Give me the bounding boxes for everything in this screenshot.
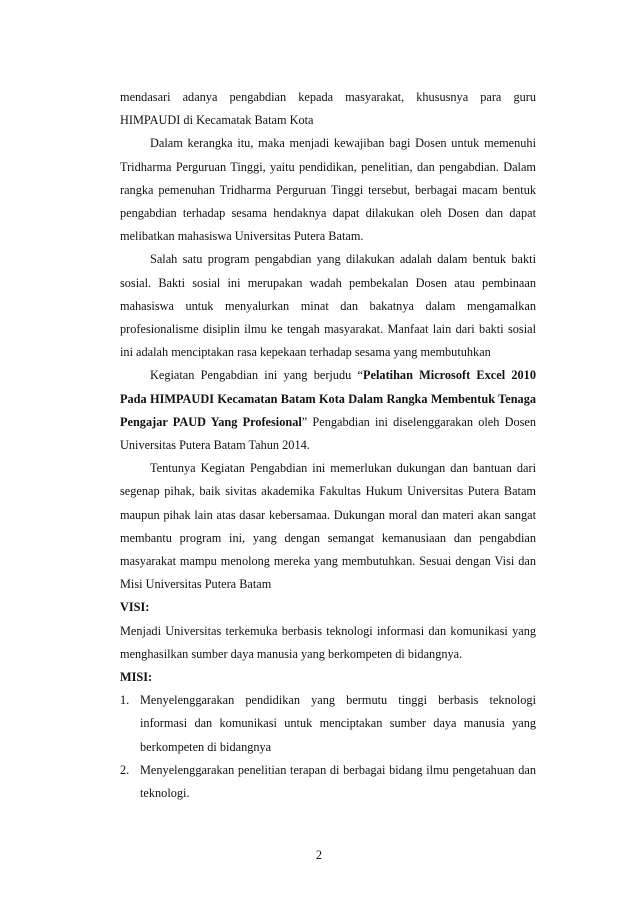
list-item-text: Menyelenggarakan penelitian terapan di berbagai bidang ilmu pengetahuan dan teknologi. [140, 762, 536, 801]
paragraph-bakti-sosial: Salah satu program pengabdian yang dilakukan adalah dalam bentuk bakti sosial. Bakti sosial ini merupakan wadah pembekalan Dosen atau pembinaan mahasiswa untuk menyalurkan minat dan bakatnya dalam mengamalkan profesionalisme disiplin ilmu ke tengah masyarakat. Manfaat lain dari bakti sosial ini adalah menciptakan rasa kepekaan terhadap sesama yang membutuhkan [120, 252, 536, 360]
paragraph-intro-continuation: mendasari adanya pengabdian kepada masyarakat, khususnya para guru HIMPAUDI di Kecamatak Batam Kota [120, 90, 536, 128]
paragraph-support: Tentunya Kegiatan Pengabdian ini memerlukan dukungan dan bantuan dari segenap pihak, baik sivitas akademika Fakultas Hukum Universitas Putera Batam maupun pihak lain atas dasar kebersamaa. Dukungan moral dan materi akan sangat membantu program ini, yang dengan semangat kemanusiaan dan pengabdian masyarakat mampu menolong mereka yang membutuhkan. Sesuai dengan Visi dan Misi Universitas Putera Batam [120, 461, 536, 592]
list-item [120, 689, 536, 759]
list-item-text: Menyelenggarakan pendidikan yang bermutu tinggi berbasis teknologi informasi dan komunikasi untuk menciptakan sumber daya manusia yang berkompeten di bidangnya [140, 693, 536, 754]
misi-list [120, 689, 536, 805]
document-body [120, 86, 536, 805]
visi-heading: VISI: [120, 600, 150, 615]
activity-text-before: Kegiatan Pengabdian ini yang berjudu “ [150, 368, 364, 383]
list-item [120, 759, 536, 805]
list-item-number: 2. [120, 762, 130, 777]
paragraph-tridharma: Dalam kerangka itu, maka menjadi kewajiban bagi Dosen untuk memenuhi Tridharma Perguruan Tinggi, yaitu pendidikan, penelitian, dan pengabdian. Dalam rangka pemenuhan Tridharma Perguruan Tinggi tersebut, berbagai macam bentuk pengabdian terhadap sesama hendaknya dapat dilakukan oleh Dosen dan dapat melibatkan mahasiswa Universitas Putera Batam. [120, 136, 536, 244]
misi-heading: MISI: [120, 670, 153, 685]
activity-text-after: ” Pengabdian ini diselenggarakan oleh Dosen Universitas Putera Batam Tahun 2014. [120, 414, 536, 453]
page-number: 2 [315, 848, 323, 862]
visi-text: Menjadi Universitas terkemuka berbasis teknologi informasi dan komunikasi yang menghasilkan sumber daya manusia yang berkompeten di bidangnya. [120, 623, 536, 661]
list-item-number: 1. [120, 693, 130, 708]
paragraph-activity-title [120, 364, 536, 457]
activity-title: Pelatihan Microsoft Excel 2010 Pada HIMPAUDI Kecamatan Batam Kota Dalam Rangka Membentuk Tenaga Pengajar PAUD Yang Profesional [120, 368, 536, 429]
